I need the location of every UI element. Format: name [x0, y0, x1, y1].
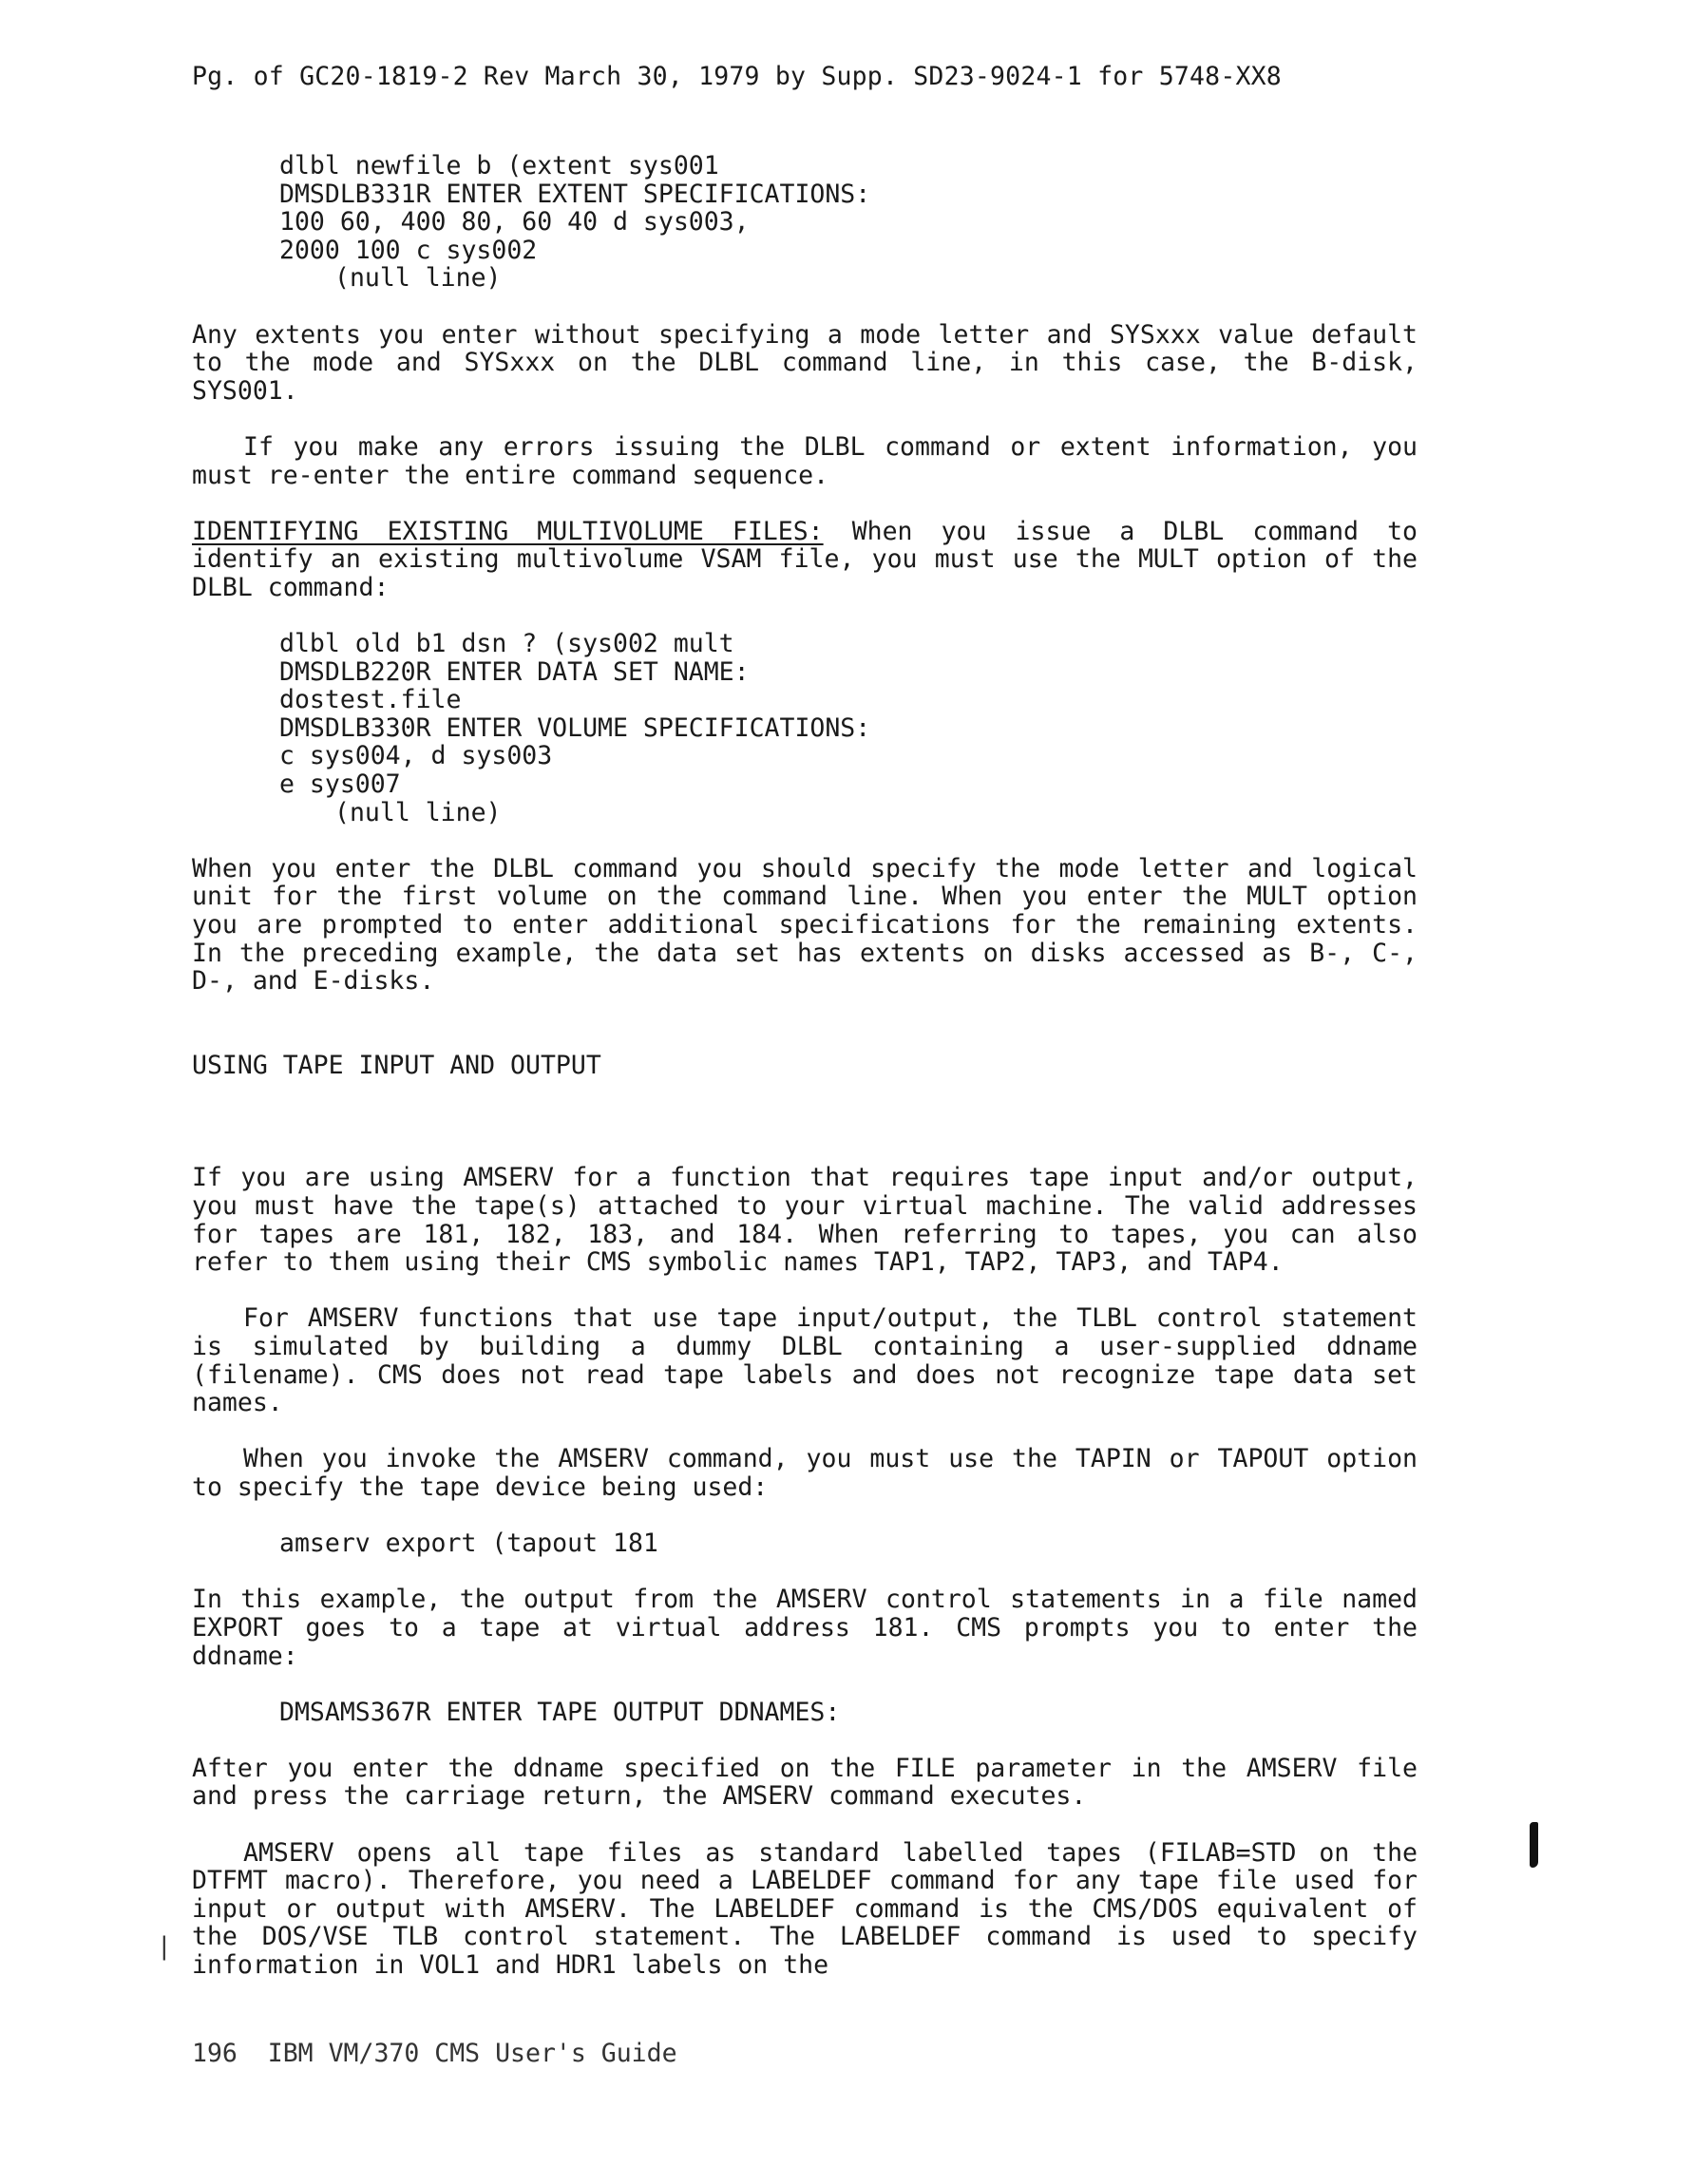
code-line: DMSDLB330R ENTER VOLUME SPECIFICATIONS: [279, 712, 871, 743]
page-body [192, 152, 1418, 2007]
page-header: Pg. of GC20-1819-2 Rev March 30, 1979 by Supp. SD23-9024-1 for 5748-XX8 [192, 62, 1282, 91]
code-example-amserv [192, 1529, 1418, 1558]
code-line: dlbl newfile b (extent sys001 [279, 151, 719, 180]
code-example-newfile [192, 152, 1418, 293]
code-line: 100 60, 400 80, 60 40 d sys003, [279, 207, 750, 237]
paragraph-tape-attach: If you are using AMSERV for a function that requires tape input and/or output, you must have the tape(s) attached to your virtual machine. The valid addresses for tapes are 181, 182, 183, and 184. When referring to tapes, you can also refer to them using their CMS symbolic names TAP1, TAP2, TAP3, and TAP4. [192, 1163, 1418, 1278]
code-line: c sys004, d sys003 [279, 741, 553, 771]
code-null-line: (null line) [334, 797, 502, 827]
paragraph-extents-default: Any extents you enter without specifying a mode letter and SYSxxx value default to the mode and SYSxxx on the DLBL command line, in this case, the B-disk, SYS001. [192, 319, 1418, 406]
code-null-line: (null line) [334, 263, 502, 294]
paragraph-ddname: After you enter the ddname specified on the FILE parameter in the AMSERV file and press the carriage return, the AMSERV command executes. [192, 1753, 1418, 1812]
paragraph-multivolume-text: When you issue a DLBL command to identify an existing multivolume VSAM file, you must use the MULT option of the DLBL command: [192, 516, 1418, 602]
code-line: dostest.file [279, 685, 462, 715]
paragraph-export-example: In this example, the output from the AMSERV control statements in a file named EXPORT goes to a tape at virtual address 181. CMS prompts you to enter the ddname: [192, 1585, 1418, 1671]
code-line: DMSAMS367R ENTER TAPE OUTPUT DDNAMES: [279, 1697, 841, 1727]
paragraph-tlbl: For AMSERV functions that use tape input/output, the TLBL control statement is simulated by building a dummy DLBL containing a user-supplied ddname (filename). CMS does not read tape labels and does not recognize tape data set names. [192, 1303, 1418, 1418]
section-heading-tape: USING TAPE INPUT AND OUTPUT [192, 1050, 601, 1080]
paragraph-mult-option: When you enter the DLBL command you should specify the mode letter and logical unit for the first volume on the command line. When you enter the MULT option you are prompted to enter additional specifications for the remaining extents. In the preceding example, the data set has extents on disks accessed as B-, C-, D-, and E-disks. [192, 853, 1418, 997]
code-line: amserv export (tapout 181 [279, 1529, 658, 1559]
margin-ink-mark [1530, 1822, 1538, 1868]
revision-bar: | [157, 1932, 172, 1961]
code-line: dlbl old b1 dsn ? (sys002 mult [279, 629, 734, 659]
paragraph-multivolume [192, 518, 1418, 602]
section-lead-multivolume: IDENTIFYING EXISTING MULTIVOLUME FILES: [192, 516, 824, 546]
paragraph-labeldef: AMSERV opens all tape files as standard labelled tapes (FILAB=STD on the DTFMT macro). Therefore, you need a LABELDEF command for any tape file used for input or output with AMSERV. The LABELDEF command is the CMS/DOS equivalent of the DOS/VSE TLB control statement. The LABELDEF command is used to specify information in VOL1 and HDR1 labels on the [192, 1837, 1418, 1981]
code-line: 2000 100 c sys002 [279, 235, 538, 265]
code-line: DMSDLB220R ENTER DATA SET NAME: [279, 656, 750, 687]
code-line: e sys007 [279, 769, 401, 800]
paragraph-tapin-tapout: When you invoke the AMSERV command, you must use the TAPIN or TAPOUT option to specify the tape device being used: [192, 1444, 1418, 1502]
code-example-old [192, 630, 1418, 826]
paragraph-errors: If you make any errors issuing the DLBL command or extent information, you must re-enter the entire command sequence. [192, 431, 1418, 490]
page-footer: 196 IBM VM/370 CMS User's Guide [192, 2039, 677, 2068]
code-example-prompt [192, 1699, 1418, 1727]
code-line: DMSDLB331R ENTER EXTENT SPECIFICATIONS: [279, 179, 871, 209]
